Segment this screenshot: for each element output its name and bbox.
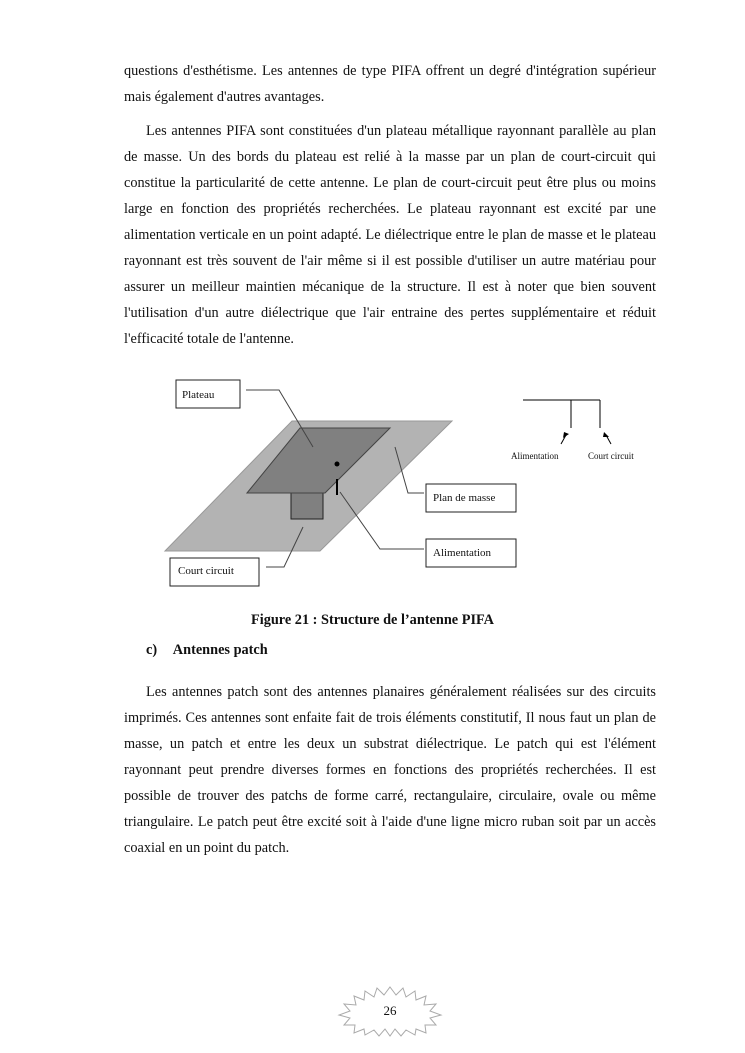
page-number-badge xyxy=(337,985,443,1037)
paragraph-intro-end: questions d'esthétisme. Les antennes de type PIFA offrent un degré d'intégration supérieur mais également d'autres avantages. xyxy=(124,63,656,105)
section-number: c) xyxy=(146,642,158,658)
legend-court-circuit: Court circuit xyxy=(588,451,634,461)
paragraph-pifa-description: Les antennes PIFA sont constituées d'un plateau métallique rayonnant parallèle au plan de masse. Un des bords du plateau est relié à la masse par un plan de court-circuit qui constitue la particularité de cette antenne. Le plan de court-circuit peut être plus ou moins large en fonction des propriétés recherchées. Le plateau rayonnant est excité par une alimentation verticale en un point adapté. Le diélectrique entre le plan de masse et le plateau rayonnant est très souvent de l'air même si il est possible d'utiliser un autre matériau pour assurer un meilleur maintien mécanique de la structure. Il est à noter que bien souvent l'utilisation d'un autre diélectrique que l'air entraine des pertes supplémentaire et réduit l'efficacité totale de l'antenne. xyxy=(124,123,656,347)
page-number: 26 xyxy=(383,1003,397,1018)
pifa-structure-figure xyxy=(160,367,650,593)
label-court-circuit: Court circuit xyxy=(178,565,234,577)
label-plateau: Plateau xyxy=(182,389,215,401)
section-title: Antennes patch xyxy=(172,642,268,658)
label-alimentation: Alimentation xyxy=(433,547,492,559)
label-plan-de-masse: Plan de masse xyxy=(433,492,496,504)
legend-alimentation: Alimentation xyxy=(511,451,559,461)
figure-caption: Figure 21 : Structure de l’antenne PIFA xyxy=(250,612,495,628)
paragraph-patch-description: Les antennes patch sont des antennes planaires généralement réalisées sur des circuits imprimés. Ces antennes sont enfaite fait de trois éléments constitutif, Il nous faut un plan de masse, un patch et entre les deux un substrat diélectrique. Le patch qui est l'élément rayonnant peut prendre diverses formes en fonctions des propriétés recherchées. Il est possible de trouver des patchs de forme carré, rectangulaire, circulaire, ovale ou même triangulaire. Le patch peut être excité soit à l'aide d'une ligne micro ruban soit par un accès coaxial en un point du patch. xyxy=(124,684,656,856)
short-circuit-shape xyxy=(291,493,323,519)
section-heading xyxy=(146,639,268,661)
